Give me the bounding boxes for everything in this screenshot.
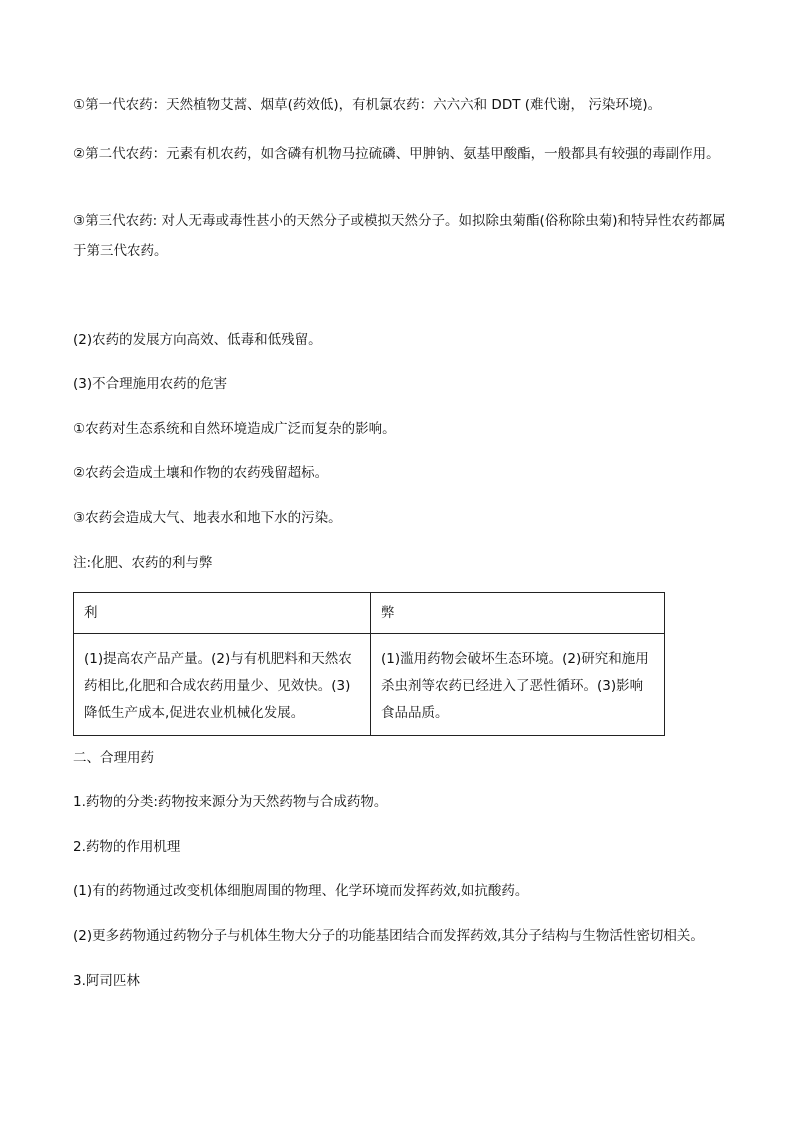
paragraph-development-direction: (2)农药的发展方向高效、低毒和低残留。	[73, 332, 322, 348]
section-heading-rational-drug-use: 二、合理用药	[73, 750, 154, 766]
table-row	[74, 634, 665, 736]
paragraph-second-gen-pesticides: ②第二代农药：元素有机农药，如含磷有机物马拉硫磷、甲胂钠、氨基甲酸酯，一般都具有较强的毒副作用。	[73, 146, 720, 162]
header-cons: 弊	[371, 593, 665, 634]
paragraph-mechanism-1: (1)有的药物通过改变机体细胞周围的物理、化学环境而发挥药效,如抗酸药。	[73, 883, 529, 899]
paragraph-drug-classification: 1.药物的分类:药物按来源分为天然药物与合成药物。	[73, 794, 388, 810]
paragraph-third-gen-pesticides: ③第三代农药: 对人无毒或毒性甚小的天然分子或模拟天然分子。如拟除虫菊酯(俗称除虫菊)和特异性农药都属于第三代农药。	[73, 213, 726, 259]
paragraph-first-gen-pesticides: ①第一代农药：天然植物艾蒿、烟草(药效低)，有机氯农药：六六六和 DDT (难代谢， 污染环境)。	[73, 97, 662, 113]
table-caption: 注:化肥、农药的利与弊	[73, 555, 213, 571]
paragraph-hazard-3: ③农药会造成大气、地表水和地下水的污染。	[73, 510, 342, 526]
paragraph-hazard-1: ①农药对生态系统和自然环境造成广泛而复杂的影响。	[73, 421, 396, 437]
paragraph-hazards-heading: (3)不合理施用农药的危害	[73, 376, 228, 392]
pros-cons-table	[73, 592, 665, 736]
header-pros: 利	[74, 593, 371, 634]
cell-cons: (1)滥用药物会破坏生态环境。(2)研究和施用杀虫剂等农药已经进入了恶性循环。(3)影响食品品质。	[371, 634, 665, 736]
paragraph-aspirin-heading: 3.阿司匹林	[73, 973, 140, 989]
paragraph-hazard-2: ②农药会造成土壤和作物的农药残留超标。	[73, 465, 329, 481]
paragraph-mechanism-heading: 2.药物的作用机理	[73, 839, 181, 855]
table-header-row	[74, 593, 665, 634]
cell-pros: (1)提高农产品产量。(2)与有机肥料和天然农药相比,化肥和合成农药用量少、见效快。(3)降低生产成本,促进农业机械化发展。	[74, 634, 371, 736]
paragraph-mechanism-2: (2)更多药物通过药物分子与机体生物大分子的功能基团结合而发挥药效,其分子结构与生物活性密切相关。	[73, 928, 704, 944]
